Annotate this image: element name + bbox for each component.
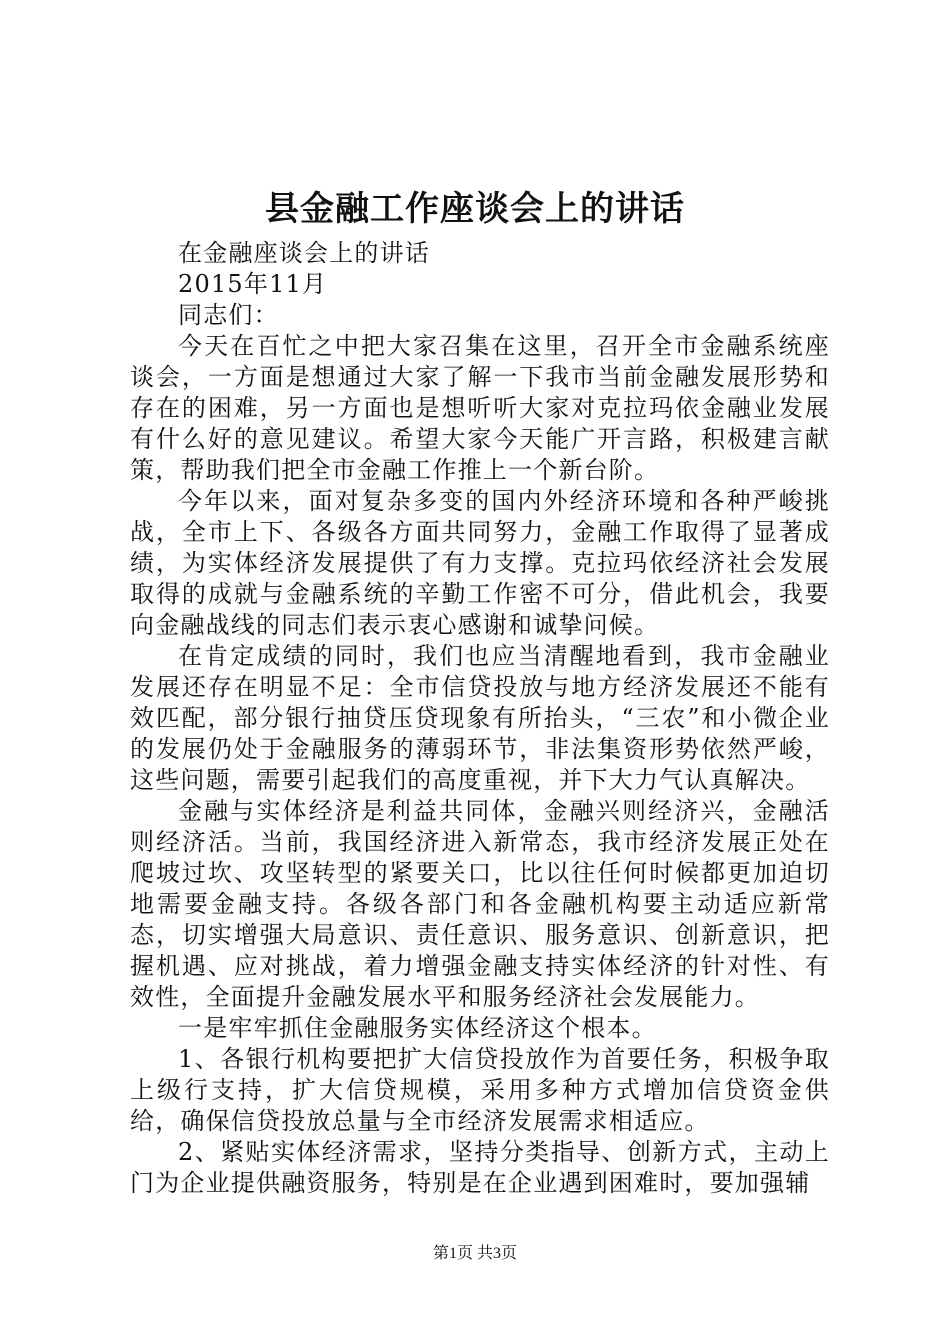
salutation: 同志们： [178, 301, 279, 329]
paragraph: 今年以来，面对复杂多变的国内外经济环境和各种严峻挑战，全市上下、各级各方面共同努力，金融工作取得了显著成绩，为实体经济发展提供了有力支撑。克拉玛依经济社会发展取得的成就与金融系统的辛勤工作密不可分，借此机会，我要向金融战线的同志们表示衷心感谢和诚挚问候。 [130, 487, 830, 639]
paragraph: 在肯定成绩的同时，我们也应当清醒地看到，我市金融业发展还存在明显不足：全市信贷投放与地方经济发展还不能有效匹配，部分银行抽贷压贷现象有所抬头，“三农”和小微企业的发展仍处于金融服务的薄弱环节，非法集资形势依然严峻，这些问题，需要引起我们的高度重视，并下大力气认真解决。 [130, 642, 830, 794]
paragraph: 今天在百忙之中把大家召集在这里，召开全市金融系统座谈会，一方面是想通过大家了解一下我市当前金融发展形势和存在的困难，另一方面也是想听听大家对克拉玛依金融业发展有什么好的意见建议。希望大家今天能广开言路，积极建言献策，帮助我们把全市金融工作推上一个新台阶。 [130, 332, 830, 484]
paragraph: 2、紧贴实体经济需求，坚持分类指导、创新方式，主动上门为企业提供融资服务，特别是在企业遇到困难时，要加强辅 [130, 1138, 830, 1197]
page-number-footer: 第1页 共3页 [432, 1245, 517, 1262]
document-title: 县金融工作座谈会上的讲话 [265, 189, 685, 229]
paragraph: 1、各银行机构要把扩大信贷投放作为首要任务，积极争取上级行支持，扩大信贷规模，采用多种方式增加信贷资金供给，确保信贷投放总量与全市经济发展需求相适应。 [130, 1045, 830, 1135]
paragraph: 金融与实体经济是利益共同体，金融兴则经济兴，金融活则经济活。当前，我国经济进入新常态，我市经济发展正处在爬坡过坎、攻坚转型的紧要关口，比以往任何时候都更加迫切地需要金融支持。各级各部门和各金融机构要主动适应新常态，切实增强大局意识、责任意识、服务意识、创新意识，把握机遇、应对挑战，着力增强金融支持实体经济的针对性、有效性，全面提升金融发展水平和服务经济社会发展能力。 [130, 797, 830, 1011]
document-body [130, 238, 830, 1199]
date-line: 2015年11月 [178, 270, 328, 298]
subtitle: 在金融座谈会上的讲话 [178, 239, 430, 267]
section-heading: 一是牢牢抓住金融服务实体经济这个根本。 [178, 1014, 657, 1042]
